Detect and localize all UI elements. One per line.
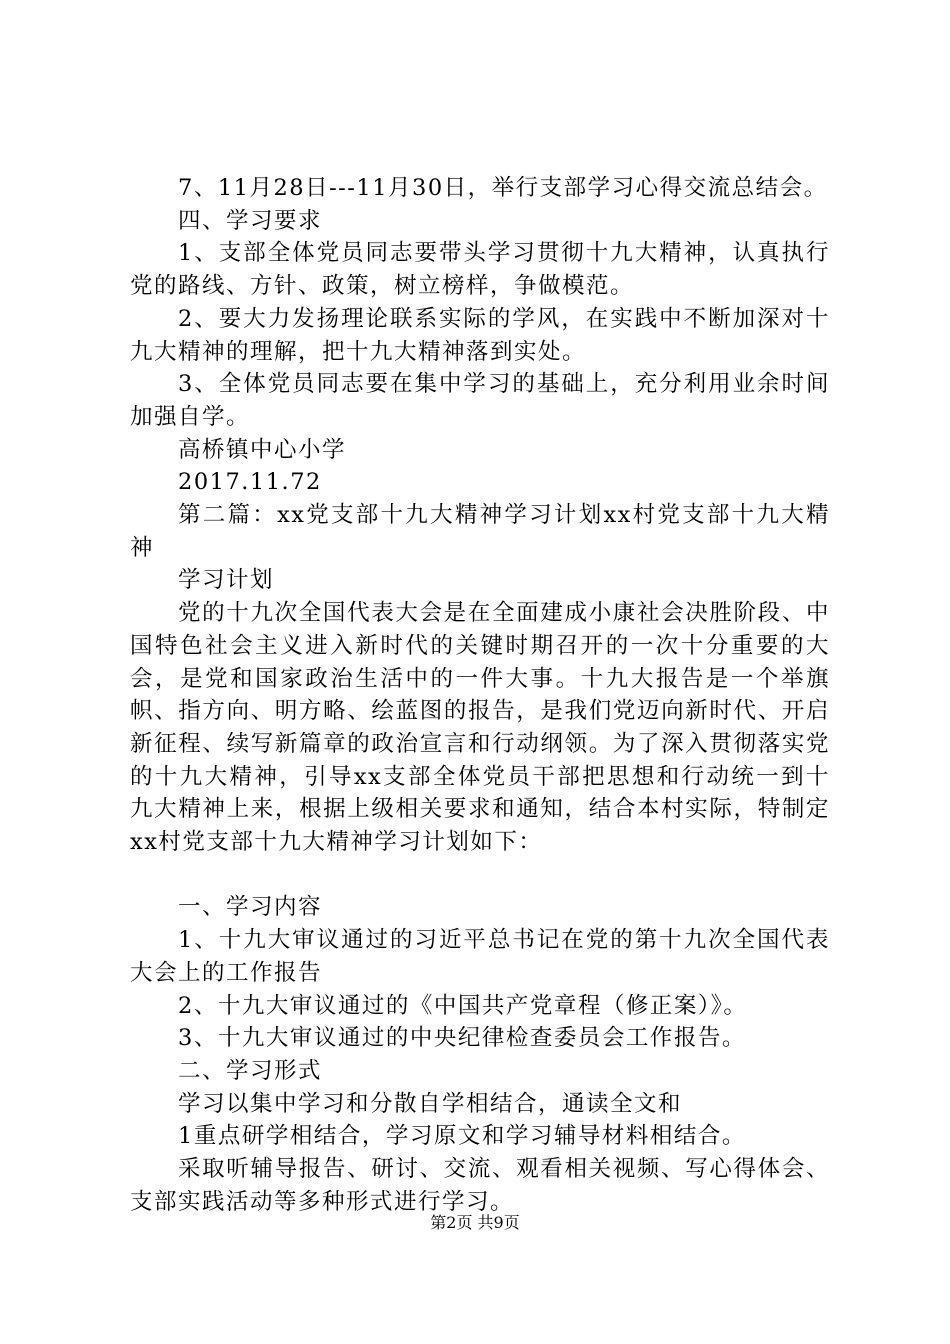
paragraph-requirement-3: 3、全体党员同志要在集中学习的基础上，充分利用业余时间加强自学。 — [130, 371, 830, 430]
signature-date: 2017.11.72 — [178, 469, 322, 496]
page-number-footer: 第2页 共9页 — [430, 1213, 520, 1232]
paragraph-introduction: 党的十九次全国代表大会是在全面建成小康社会决胜阶段、中国特色社会主义进入新时代的关键时期召开的一次十分重要的大会，是党和国家政治生活中的一件大事。十九大报告是一个举旗帜、指方向、明方略、绘蓝图的报告，是我们党迈向新时代、开启新征程、续写新篇章的政治宣言和行动纲领。为了深入贯彻落实党的十九大精神，引导xx支部全体党员干部把思想和行动统一到十九大精神上来，根据上级相关要求和通知，结合本村实际，特制定xx村党支部十九大精神学习计划如下： — [130, 600, 830, 856]
paragraph-content-3: 3、十九大审议通过的中央纪律检查委员会工作报告。 — [178, 1025, 746, 1052]
paragraph-meeting-item-7: 7、11月28日---11月30日，举行支部学习心得交流总结会。 — [178, 175, 828, 201]
heading-study-content: 一、学习内容 — [178, 894, 323, 921]
paragraph-content-1: 1、十九大审议通过的习近平总书记在党的第十九次全国代表大会上的工作报告 — [130, 927, 830, 986]
paragraph-form-methods: 采取听辅导报告、研讨、交流、观看相关视频、写心得体会、支部实践活动等多种形式进行学习。 — [130, 1156, 830, 1215]
blank-line — [130, 859, 830, 892]
document-body — [130, 172, 830, 1218]
paragraph-requirement-1: 1、支部全体党员同志要带头学习贯彻十九大精神，认真执行党的路线、方针、政策，树立榜样，争做模范。 — [130, 240, 830, 300]
paragraph-requirement-2: 2、要大力发扬理论联系实际的学风，在实践中不断加深对十九大精神的理解，把十九大精神落到实处。 — [130, 305, 830, 365]
section-title-part-two: 第二篇：xx党支部十九大精神学习计划xx村党支部十九大精神 — [130, 502, 830, 561]
heading-study-requirements: 四、学习要求 — [178, 207, 323, 234]
section-subtitle-study-plan: 学习计划 — [178, 567, 275, 594]
paragraph-content-2: 2、十九大审议通过的《中国共产党章程（修正案）》。 — [178, 992, 748, 1019]
paragraph-form-line-1: 学习以集中学习和分散自学相结合，通读全文和 — [178, 1090, 683, 1117]
signature-school-name: 高桥镇中心小学 — [178, 436, 347, 463]
heading-study-form: 二、学习形式 — [178, 1057, 323, 1084]
paragraph-form-line-2: 1重点研学相结合，学习原文和学习辅导材料相结合。 — [178, 1123, 746, 1150]
